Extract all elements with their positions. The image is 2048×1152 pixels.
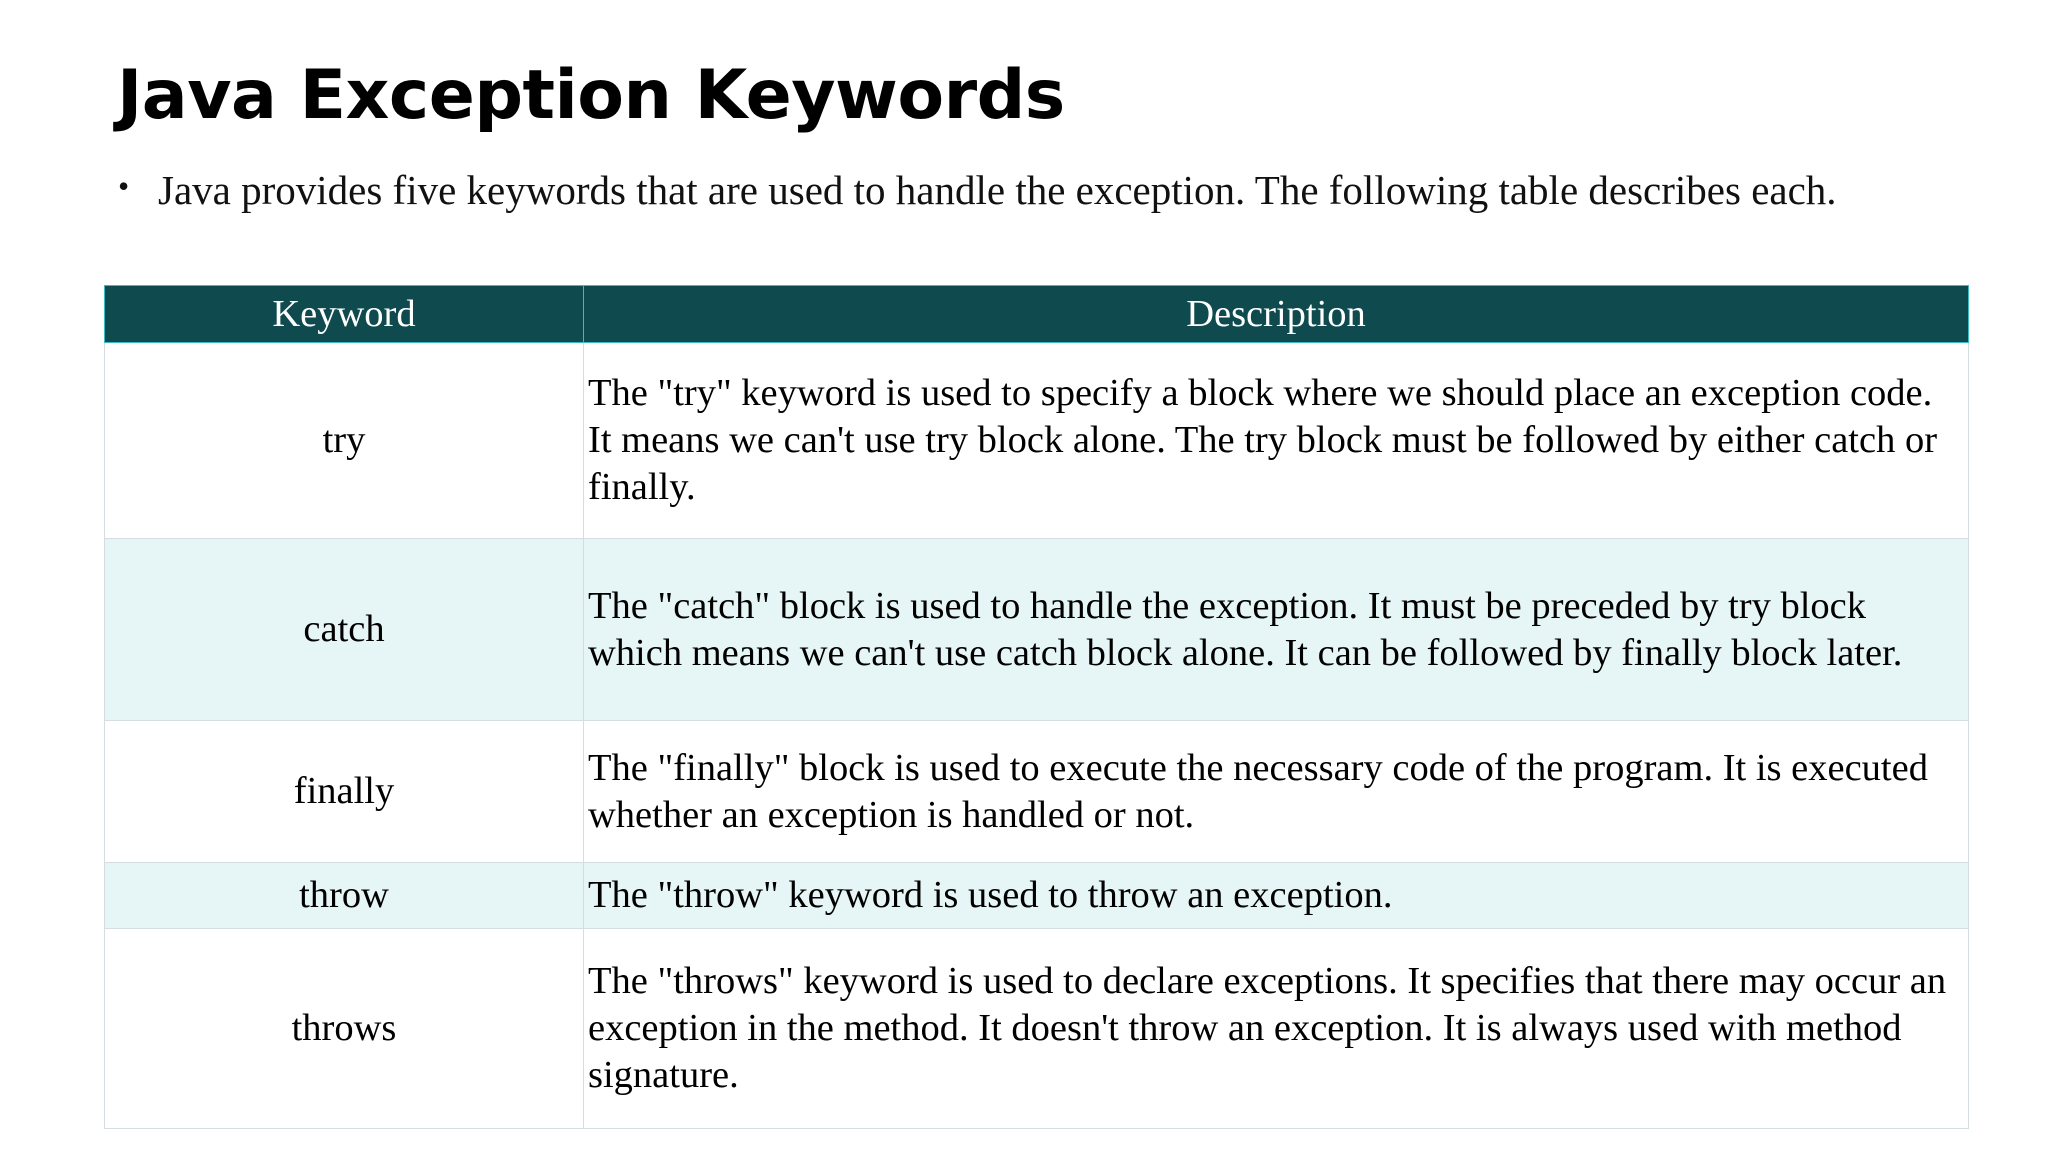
keywords-table: [104, 285, 1969, 1129]
header-description: Description: [584, 286, 1969, 343]
keyword-cell: finally: [105, 721, 584, 863]
intro-bullet: [118, 160, 1837, 220]
intro-text: Java provides five keywords that are used to handle the exception. The following table describes each.: [158, 167, 1837, 213]
table-row: [105, 539, 1969, 721]
header-keyword: Keyword: [105, 286, 584, 343]
bullet-icon: •: [118, 168, 130, 204]
table-row: [105, 863, 1969, 929]
description-cell: The "try" keyword is used to specify a block where we should place an exception code. It means we can't use try block alone. The try block must be followed by either catch or finally.: [584, 343, 1969, 539]
table-row: [105, 929, 1969, 1129]
table-row: [105, 721, 1969, 863]
keyword-cell: throws: [105, 929, 584, 1129]
table-row: [105, 343, 1969, 539]
keyword-cell: throw: [105, 863, 584, 929]
keyword-cell: catch: [105, 539, 584, 721]
slide-title: Java Exception Keywords: [117, 56, 1065, 135]
table-header-row: [105, 286, 1969, 343]
keyword-cell: try: [105, 343, 584, 539]
description-cell: The "finally" block is used to execute the necessary code of the program. It is executed whether an exception is handled or not.: [584, 721, 1969, 863]
description-cell: The "catch" block is used to handle the exception. It must be preceded by try block which means we can't use catch block alone. It can be followed by finally block later.: [584, 539, 1969, 721]
description-cell: The "throw" keyword is used to throw an exception.: [584, 863, 1969, 929]
description-cell: The "throws" keyword is used to declare exceptions. It specifies that there may occur an exception in the method. It doesn't throw an exception. It is always used with method signature.: [584, 929, 1969, 1129]
